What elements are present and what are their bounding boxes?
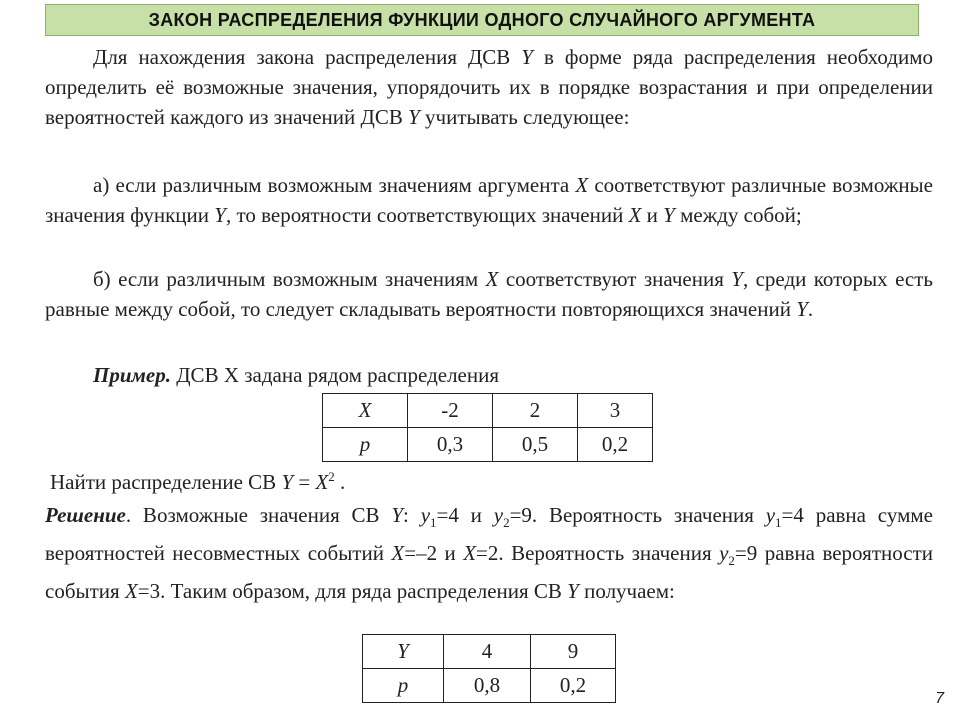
task-line: Найти распределение СВ $Y = X^2$ . <box>50 469 346 494</box>
table-cell: 2 <box>493 394 578 428</box>
table-cell: -2 <box>408 394 493 428</box>
slide-title: ЗАКОН РАСПРЕДЕЛЕНИЯ ФУНКЦИИ ОДНОГО СЛУЧАЙНОГО АРГУМЕНТА <box>45 4 919 36</box>
table-cell: 0,3 <box>408 428 493 462</box>
table-cell: 0,2 <box>578 428 653 462</box>
table-cell: 0,2 <box>531 669 616 703</box>
solution-label: Решение <box>45 503 126 527</box>
example-line: Пример. ДСВ X задана рядом распределения <box>93 363 500 387</box>
y-distribution-table <box>362 634 616 703</box>
table-cell: p <box>363 669 444 703</box>
table-cell: p <box>323 428 408 462</box>
page-number: 7 <box>935 690 944 707</box>
table-row <box>323 428 653 462</box>
table-cell: X <box>323 394 408 428</box>
table-cell: 3 <box>578 394 653 428</box>
table-row <box>363 635 616 669</box>
table-row <box>363 669 616 703</box>
table-cell: Y <box>363 635 444 669</box>
solution-paragraph: Решение. Возможные значения СВ Y: $y_1=4$ и $y_2=9$. Вероятность значения $y_1=4$ равна сумме вероятностей несовместных событий X=–2 и X=2. Вероятность значения $y_2=9$ равна вероятности события X=3. Таким образом, для ряда распределения СВ Y получаем: <box>45 503 933 604</box>
x-distribution-table <box>322 393 653 462</box>
table-cell: 9 <box>531 635 616 669</box>
rule-a-paragraph: а) если различным возможным значениям аргумента X соответствуют различные возможные значения функции Y, то вероятности соответствующих значений X и Y между собой; <box>45 173 933 227</box>
example-label: Пример. <box>93 363 171 387</box>
intro-paragraph: Для нахождения закона распределения ДСВ Y в форме ряда распределения необходимо определить её возможные значения, упорядочить их в порядке возрастания и при определении вероятностей каждого из значений ДСВ Y учитывать следующее: <box>45 45 933 129</box>
table-row <box>323 394 653 428</box>
table-cell: 4 <box>444 635 531 669</box>
table-cell: 0,8 <box>444 669 531 703</box>
table-cell: 0,5 <box>493 428 578 462</box>
rule-b-paragraph: б) если различным возможным значениям X соответствуют значения Y, среди которых есть равные между собой, то следует складывать вероятности повторяющихся значений Y. <box>45 267 933 321</box>
